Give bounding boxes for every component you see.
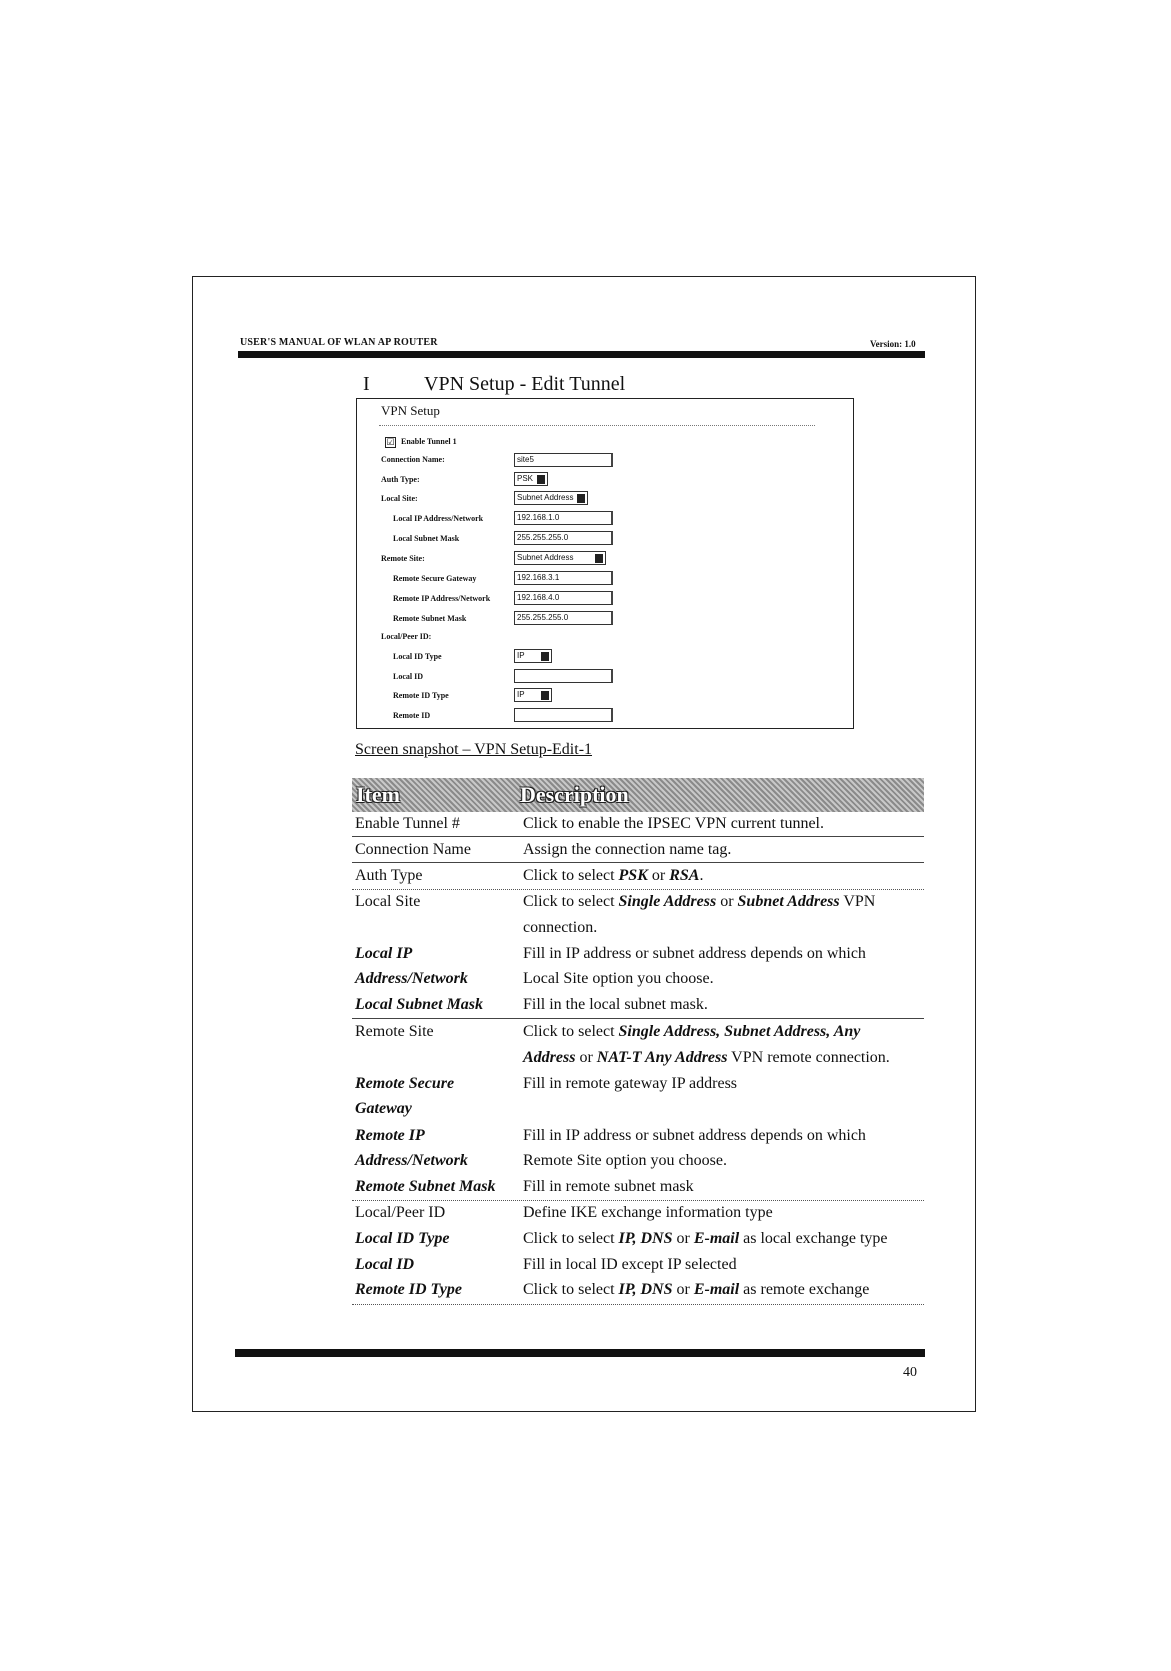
auth-type-value: PSK	[517, 474, 534, 483]
desc-remote-ip-cont: Remote Site option you choose.	[523, 1152, 727, 1169]
desc-text: or	[672, 1230, 694, 1247]
desc-emphasis: IP, DNS	[618, 1281, 673, 1298]
desc-remote-id-type	[523, 1281, 869, 1299]
desc-text: .	[699, 867, 704, 884]
row-divider	[352, 836, 924, 837]
enable-tunnel-label: Enable Tunnel 1	[401, 437, 457, 446]
desc-auth-type	[523, 867, 703, 885]
row-divider	[352, 862, 924, 863]
dropdown-arrow-icon	[541, 691, 549, 700]
desc-emphasis: IP, DNS	[618, 1230, 673, 1247]
row-divider	[352, 1304, 924, 1305]
remote-ip-input[interactable]: 192.168.4.0	[514, 591, 613, 605]
desc-emphasis: E-mail	[693, 1230, 740, 1247]
desc-emphasis: PSK	[618, 867, 648, 884]
item-remote-id-type: Remote ID Type	[355, 1281, 462, 1298]
desc-connection-name: Assign the connection name tag.	[523, 841, 732, 858]
item-local-subnet-mask: Local Subnet Mask	[355, 996, 484, 1013]
local-mask-input[interactable]: 255.255.255.0	[514, 531, 613, 545]
remote-mask-input[interactable]: 255.255.255.0	[514, 611, 613, 625]
desc-text: Click to select	[523, 893, 619, 910]
item-remote-site: Remote Site	[355, 1023, 434, 1040]
desc-text: VPN	[839, 893, 876, 910]
desc-text: VPN remote connection.	[727, 1049, 890, 1066]
desc-local-ip-cont: Local Site option you choose.	[523, 970, 714, 987]
desc-remote-subnet-mask: Fill in remote subnet mask	[523, 1178, 694, 1195]
table-header	[352, 778, 924, 812]
desc-local-id-type	[523, 1230, 888, 1248]
row-divider	[352, 889, 924, 890]
desc-text: or	[716, 893, 738, 910]
item-remote-subnet-mask: Remote Subnet Mask	[355, 1178, 496, 1195]
desc-text: Click to select	[523, 1023, 619, 1040]
desc-text: Click to select	[523, 1230, 619, 1247]
item-remote-ip-cont: Address/Network	[355, 1152, 468, 1169]
local-ip-input[interactable]: 192.168.1.0	[514, 511, 613, 525]
item-auth-type: Auth Type	[355, 867, 423, 884]
desc-text: as remote exchange	[739, 1281, 870, 1298]
desc-local-site-cont: connection.	[523, 919, 598, 936]
enable-tunnel-checkbox[interactable]: ☑	[386, 437, 395, 447]
item-enable-tunnel: Enable Tunnel #	[355, 815, 460, 832]
footer-rule	[235, 1349, 925, 1357]
remote-id-input[interactable]	[514, 708, 613, 722]
desc-enable-tunnel: Click to enable the IPSEC VPN current tunnel.	[523, 815, 824, 832]
local-id-type-label: Local ID Type	[393, 652, 442, 661]
version-label: Version: 1.0	[870, 339, 916, 349]
desc-remote-ip: Fill in IP address or subnet address depends on which	[523, 1127, 866, 1144]
local-site-select[interactable]	[514, 491, 588, 505]
desc-emphasis: Single Address, Subnet Address, Any	[618, 1023, 861, 1040]
desc-text: Click to select	[523, 1281, 619, 1298]
local-ip-label: Local IP Address/Network	[393, 514, 484, 523]
connection-name-input[interactable]: site5	[514, 453, 613, 467]
table-header-item: Item	[356, 782, 400, 807]
item-remote-secure-gateway: Remote Secure	[355, 1075, 455, 1092]
desc-remote-secure-gateway: Fill in remote gateway IP address	[523, 1075, 738, 1092]
desc-text: or	[672, 1281, 694, 1298]
desc-emphasis: Address	[523, 1049, 576, 1066]
section-number: I	[363, 373, 370, 395]
row-divider	[352, 1018, 924, 1019]
item-local-peer-id: Local/Peer ID	[355, 1204, 446, 1221]
desc-local-site	[523, 893, 875, 911]
item-connection-name: Connection Name	[355, 841, 471, 858]
desc-local-subnet-mask: Fill in the local subnet mask.	[523, 996, 708, 1013]
desc-emphasis: RSA	[669, 867, 700, 884]
local-site-label: Local Site:	[381, 494, 418, 503]
dropdown-arrow-icon	[595, 554, 603, 563]
local-id-type-value: IP	[517, 651, 525, 660]
item-local-site: Local Site	[355, 893, 421, 910]
remote-site-select[interactable]	[514, 551, 606, 565]
desc-text: Click to select	[523, 867, 619, 884]
dropdown-arrow-icon	[541, 652, 549, 661]
remote-site-label: Remote Site:	[381, 554, 425, 563]
remote-id-label: Remote ID	[393, 711, 431, 720]
item-remote-secure-gateway-cont: Gateway	[355, 1100, 412, 1117]
desc-remote-site-cont	[523, 1049, 890, 1067]
desc-emphasis: Subnet Address	[737, 893, 840, 910]
dropdown-arrow-icon	[537, 475, 545, 484]
screenshot-divider	[379, 425, 815, 426]
desc-text: or	[647, 867, 670, 884]
header-rule	[238, 351, 925, 358]
desc-local-id: Fill in local ID except IP selected	[523, 1256, 737, 1273]
remote-site-value: Subnet Address	[517, 553, 574, 562]
desc-local-ip: Fill in IP address or subnet address depends on which	[523, 945, 866, 962]
table-header-description: Description	[520, 782, 629, 807]
manual-title: USER'S MANUAL OF WLAN AP ROUTER	[240, 337, 438, 348]
dropdown-arrow-icon	[577, 494, 585, 503]
auth-type-label: Auth Type:	[381, 475, 420, 484]
remote-id-type-label: Remote ID Type	[393, 691, 449, 700]
remote-mask-label: Remote Subnet Mask	[393, 614, 467, 623]
connection-name-label: Connection Name:	[381, 455, 445, 464]
peer-id-label: Local/Peer ID:	[381, 632, 432, 641]
row-divider	[352, 1200, 924, 1201]
section-title: VPN Setup - Edit Tunnel	[424, 373, 626, 395]
desc-text: or	[575, 1049, 597, 1066]
remote-gateway-input[interactable]: 192.168.3.1	[514, 571, 613, 585]
remote-gateway-label: Remote Secure Gateway	[393, 574, 477, 583]
auth-type-select[interactable]	[514, 472, 548, 486]
remote-id-type-select[interactable]	[514, 688, 552, 702]
item-local-id-type: Local ID Type	[355, 1230, 450, 1247]
desc-remote-site	[523, 1023, 860, 1041]
local-id-type-select[interactable]	[514, 649, 552, 663]
vpn-setup-screenshot	[356, 398, 854, 729]
page-number: 40	[903, 1365, 917, 1380]
remote-ip-label: Remote IP Address/Network	[393, 594, 491, 603]
desc-emphasis: Single Address	[618, 893, 717, 910]
item-local-id: Local ID	[355, 1256, 415, 1273]
screenshot-caption: Screen snapshot – VPN Setup-Edit-1	[355, 741, 593, 758]
item-local-ip-cont: Address/Network	[355, 970, 468, 987]
desc-text: as local exchange type	[739, 1230, 888, 1247]
local-site-value: Subnet Address	[517, 493, 574, 502]
desc-local-peer-id: Define IKE exchange information type	[523, 1204, 773, 1221]
local-id-input[interactable]	[514, 669, 613, 683]
desc-emphasis: E-mail	[693, 1281, 740, 1298]
item-remote-ip: Remote IP	[355, 1127, 425, 1144]
local-mask-label: Local Subnet Mask	[393, 534, 460, 543]
screenshot-heading: VPN Setup	[381, 403, 440, 418]
desc-emphasis: NAT-T Any Address	[596, 1049, 728, 1066]
local-id-label: Local ID	[393, 672, 423, 681]
remote-id-type-value: IP	[517, 690, 525, 699]
item-local-ip: Local IP	[355, 945, 413, 962]
